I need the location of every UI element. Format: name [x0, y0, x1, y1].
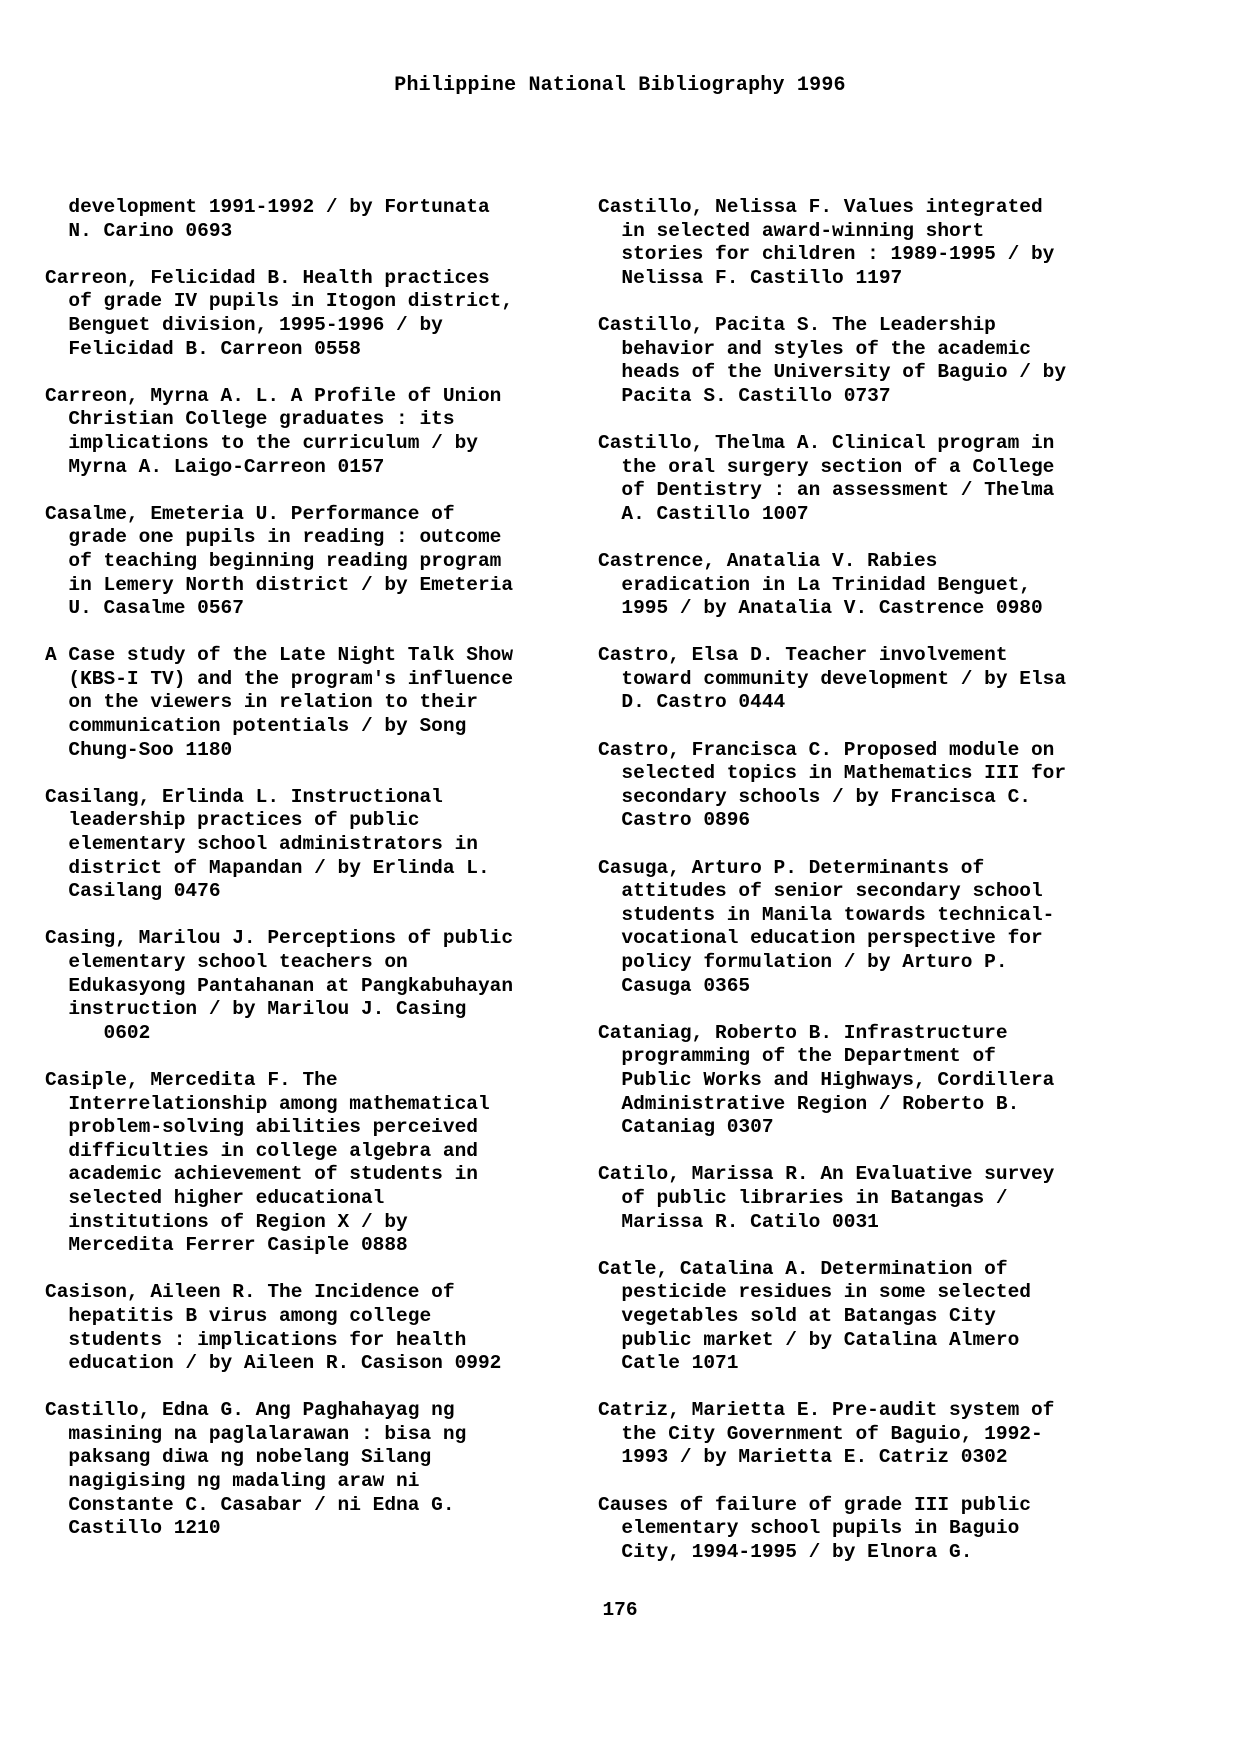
bibliography-entry: Carreon, Myrna A. L. A Profile of Union Christian College graduates : its implications to the curriculum / by Myrna A. Laigo-Carreon 0157	[45, 384, 502, 478]
bibliography-entry: Casuga, Arturo P. Determinants of attitudes of senior secondary school students in Manila towards technical- vocational education perspective for policy formulation / by Arturo P. Casuga 0365	[598, 856, 1055, 997]
bibliography-entry: Castro, Elsa D. Teacher involvement toward community development / by Elsa D. Castro 0444	[598, 644, 1067, 714]
bibliography-entry: Catriz, Marietta E. Pre-audit system of the City Government of Baguio, 1992- 1993 / by Marietta E. Catriz 0302	[598, 1399, 1055, 1469]
bibliography-entry: Castillo, Edna G. Ang Paghahayag ng masining na paglalarawan : bisa ng paksang diwa ng nobelang Silang nagigising ng madaling araw ni Constante C. Casabar / ni Edna G. Castillo 1210	[45, 1399, 467, 1540]
bibliography-entry: development 1991-1992 / by Fortunata N. Carino 0693	[68, 196, 490, 242]
bibliography-entry: Causes of failure of grade III public elementary school pupils in Baguio City, 1994-1995 / by Elnora G.	[598, 1493, 1031, 1563]
bibliography-entry: A Case study of the Late Night Talk Show (KBS-I TV) and the program's influence on the viewers in relation to their communication potentials / by Song Chung-Soo 1180	[45, 644, 514, 761]
bibliography-entry: Castillo, Pacita S. The Leadership behavior and styles of the academic heads of the University of Baguio / by Pacita S. Castillo 0737	[598, 313, 1067, 407]
bibliography-entry: Castrence, Anatalia V. Rabies eradication in La Trinidad Benguet, 1995 / by Anatalia V. Castrence 0980	[598, 549, 1043, 620]
bibliography-entry: Castro, Francisca C. Proposed module on selected topics in Mathematics III for secondary schools / by Francisca C. Castro 0896	[598, 738, 1067, 832]
bibliography-entry: Casing, Marilou J. Perceptions of public elementary school teachers on Edukasyong Pantahanan at Pangkabuhayan instruction / by Marilou J. Casing 0602	[45, 927, 514, 1044]
bibliography-entry: Casison, Aileen R. The Incidence of hepatitis B virus among college students : implications for health education / by Aileen R. Casison 0992	[45, 1281, 502, 1375]
page-number: 176	[602, 1599, 638, 1621]
bibliography-entry: Castillo, Thelma A. Clinical program in the oral surgery section of a College of Dentistry : an assessment / Thelma A. Castillo 1007	[598, 431, 1055, 525]
left-column	[45, 196, 575, 1564]
bibliography-entry: Catilo, Marissa R. An Evaluative survey of public libraries in Batangas / Marissa R. Catilo 0031	[598, 1163, 1055, 1233]
bibliography-entry: Catle, Catalina A. Determination of pesticide residues in some selected vegetables sold at Batangas City public market / by Catalina Almero Catle 1071	[598, 1257, 1031, 1375]
bibliography-entry: Casilang, Erlinda L. Instructional leadership practices of public elementary school administrators in district of Mapandan / by Erlinda L. Casilang 0476	[45, 785, 490, 903]
bibliography-entry: Casalme, Emeteria U. Performance of grade one pupils in reading : outcome of teaching beginning reading program in Lemery North district / by Emeteria U. Casalme 0567	[45, 502, 514, 620]
bibliography-entry: Carreon, Felicidad B. Health practices of grade IV pupils in Itogon district, Benguet division, 1995-1996 / by Felicidad B. Carreon 0558	[45, 266, 514, 360]
bibliography-entry: Castillo, Nelissa F. Values integrated in selected award-winning short stories for children : 1989-1995 / by Nelissa F. Castillo 1197	[598, 196, 1055, 289]
bibliography-entry: Casiple, Mercedita F. The Interrelationship among mathematical problem-solving abilities perceived difficulties in college algebra and academic achievement of students in selected higher educational institutions of Region X / by Mercedita Ferrer Casiple 0888	[45, 1068, 490, 1257]
right-column	[598, 196, 1118, 1588]
bibliography-entry: Cataniag, Roberto B. Infrastructure programming of the Department of Public Works and Highways, Cordillera Administrative Region / Roberto B. Cataniag 0307	[598, 1021, 1055, 1139]
page-title: Philippine National Bibliography 1996	[394, 74, 846, 97]
